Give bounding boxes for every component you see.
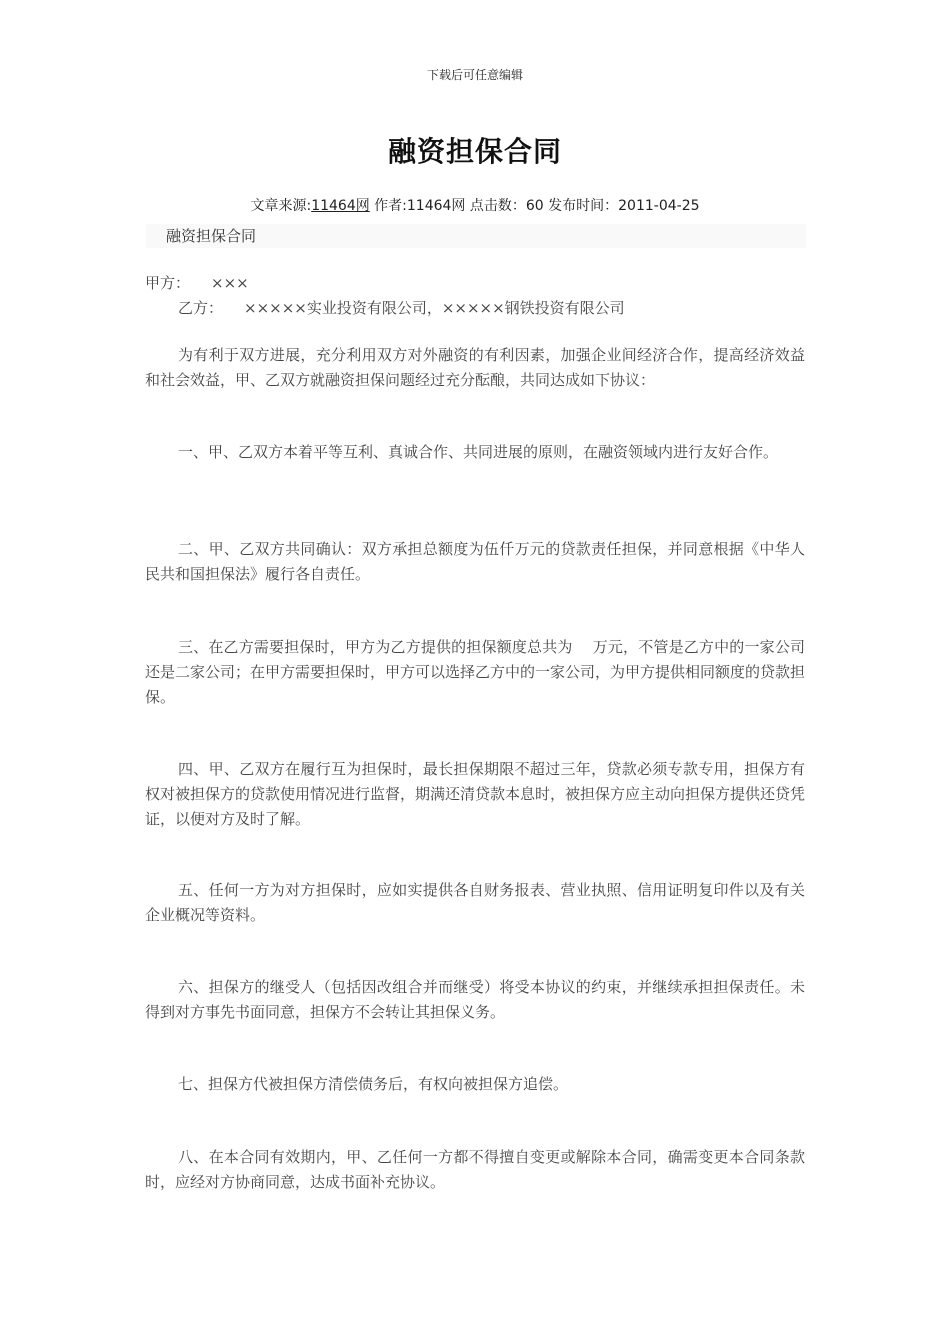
clause-3: 三、在乙方需要担保时，甲方为乙方提供的担保额度总共为 万元，不管是乙方中的一家公司还是二家公司；在甲方需要担保时，甲方可以选择乙方中的一家公司，为甲方提供相同额度的贷款担保。 [145, 638, 806, 706]
clause-2: 二、甲、乙双方共同确认：双方承担总额度为伍仟万元的贷款责任担保，并同意根据《中华人民共和国担保法》履行各自责任。 [145, 540, 805, 583]
author-info: 作者:11464网 点击数：60 发布时间：2011-04-25 [369, 198, 700, 214]
party-b-value: ×××××实业投资有限公司，×××××钢铁投资有限公司 [244, 299, 625, 317]
article-meta [0, 195, 950, 215]
clause-1: 一、甲、乙双方本着平等互利、真诚合作、共同进展的原则，在融资领域内进行友好合作。 [178, 443, 779, 461]
party-b-line [145, 296, 805, 321]
subtitle-bar [146, 224, 806, 248]
party-b-label: 乙方： [178, 299, 224, 317]
clause-4: 四、甲、乙双方在履行互为担保时，最长担保期限不超过三年，贷款必须专款专用，担保方有权对被担保方的贷款使用情况进行监督，期满还清贷款本息时，被担保方应主动向担保方提供还贷凭证，以便对方及时了解。 [145, 760, 806, 828]
party-a-label: 甲方： [145, 274, 191, 292]
source-label: 文章来源: [250, 198, 312, 214]
clause-5: 五、任何一方为对方担保时，应如实提供各自财务报表、营业执照、信用证明复印件以及有关企业概况等资料。 [145, 881, 805, 924]
subtitle-text: 融资担保合同 [166, 227, 257, 245]
clause-6: 六、担保方的继受人（包括因改组合并而继受）将受本协议的约束，并继续承担担保责任。未得到对方事先书面同意，担保方不会转让其担保义务。 [145, 978, 805, 1021]
intro-paragraph: 为有利于双方进展，充分利用双方对外融资的有利因素，加强企业间经济合作，提高经济效益和社会效益，甲、乙双方就融资担保问题经过充分酝酿，共同达成如下协议： [145, 346, 805, 389]
source-link[interactable]: 11464网 [311, 198, 370, 214]
page-header-note: 下载后可任意编辑 [426, 68, 523, 82]
party-a-line [145, 271, 805, 296]
clause-7: 七、担保方代被担保方清偿债务后，有权向被担保方追偿。 [178, 1075, 569, 1093]
party-a-value: ××× [211, 274, 249, 292]
document-title: 融资担保合同 [387, 135, 562, 168]
clause-8: 八、在本合同有效期内，甲、乙任何一方都不得擅自变更或解除本合同，确需变更本合同条款时，应经对方协商同意，达成书面补充协议。 [145, 1148, 805, 1191]
